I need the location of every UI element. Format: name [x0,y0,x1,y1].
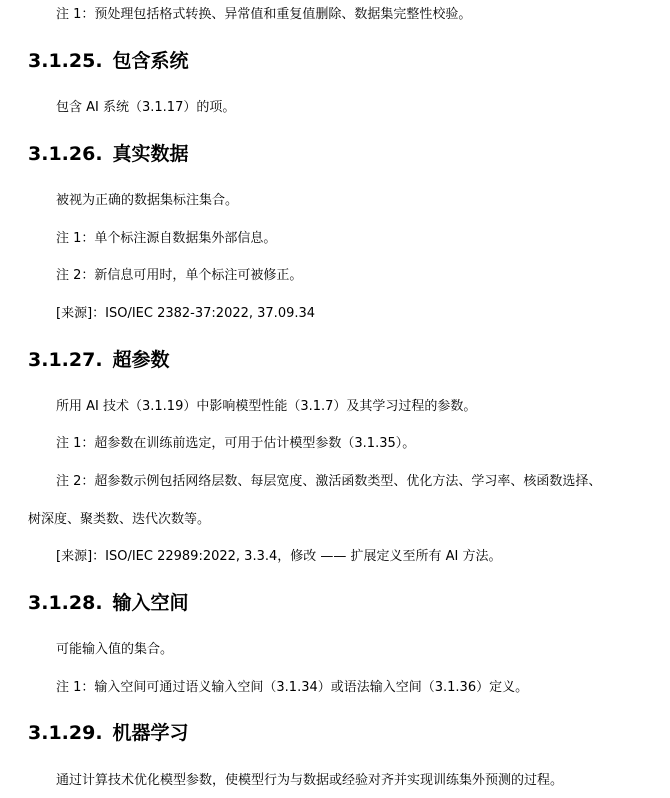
source-3-1-27: [来源]：ISO/IEC 22989:2022, 3.3.4，修改 —— 扩展定义至所有 AI 方法。 [56,549,502,564]
section-title: 机器学习 [112,722,189,744]
section-title: 超参数 [112,349,170,371]
note-3-1-27-2-continued: 树深度、聚类数、迭代次数等。 [28,512,211,527]
section-heading-3-1-26 [28,142,189,166]
section-title: 真实数据 [112,143,189,165]
section-heading-3-1-28 [28,591,189,615]
note-3-1-27-2: 注 2：超参数示例包括网络层数、每层宽度、激活函数类型、优化方法、学习率、核函数选择、 [56,474,602,489]
section-number: 3.1.25. [28,50,103,72]
definition-3-1-26: 被视为正确的数据集标注集合。 [56,193,239,208]
section-number: 3.1.28. [28,592,103,614]
source-3-1-26: [来源]：ISO/IEC 2382-37:2022, 37.09.34 [56,306,316,321]
note-3-1-28-1: 注 1：输入空间可通过语义输入空间（3.1.34）或语法输入空间（3.1.36）定义。 [56,680,529,695]
section-heading-3-1-29 [28,721,189,745]
definition-3-1-25: 包含 AI 系统（3.1.17）的项。 [56,100,236,115]
note-preprocessing: 注 1：预处理包括格式转换、异常值和重复值删除、数据集完整性校验。 [56,7,472,22]
note-3-1-27-1: 注 1：超参数在训练前选定，可用于估计模型参数（3.1.35）。 [56,436,416,451]
definition-3-1-28: 可能输入值的集合。 [56,642,174,657]
section-title: 输入空间 [112,592,189,614]
note-3-1-26-1: 注 1：单个标注源自数据集外部信息。 [56,231,277,246]
definition-3-1-27: 所用 AI 技术（3.1.19）中影响模型性能（3.1.7）及其学习过程的参数。 [56,399,477,414]
note-3-1-26-2: 注 2：新信息可用时，单个标注可被修正。 [56,268,303,283]
section-heading-3-1-25 [28,49,189,73]
section-number: 3.1.27. [28,349,103,371]
section-number: 3.1.26. [28,143,103,165]
section-title: 包含系统 [112,50,189,72]
definition-3-1-29: 通过计算技术优化模型参数，使模型行为与数据或经验对齐并实现训练集外预测的过程。 [56,773,564,788]
section-heading-3-1-27 [28,348,170,372]
section-number: 3.1.29. [28,722,103,744]
